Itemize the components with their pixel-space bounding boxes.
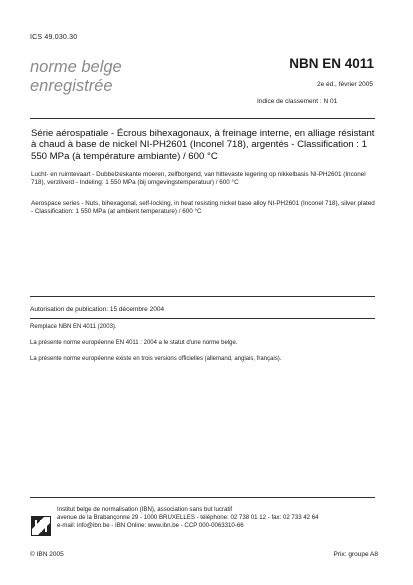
brand-line-1: norme belge <box>30 58 122 76</box>
classification-index: Indice de classement : N 01 <box>257 98 338 105</box>
title-dutch: Lucht- en ruimtevaart - Dubbelzeskante moeren, zelfborgend, van hittevaste legering op nikkelbasis NI-PH2601 (Inconel 718), verzilverd - Indeling: 1 550 MPa (bij omgevingstemperatuur) / 600 °C <box>31 171 366 187</box>
brand-label <box>30 58 190 96</box>
copyright: © IBN 2005 <box>30 551 64 558</box>
top-divider <box>30 118 375 119</box>
status-note: La présente norme européenne EN 4011 : 2004 a le statut d'une norme belge. <box>30 340 238 346</box>
brand-line-2: enregistrée <box>30 77 113 95</box>
institute-name: Institut belge de normalisation (IBN), association sans but lucratif <box>57 506 233 513</box>
edition-date: 2e éd., février 2005 <box>316 81 373 88</box>
title-english: Aerospace series - Nuts, bihexagonal, self-locking, in heat resisting nickel base alloy NI-PH2601 (Inconel 718), silver plated - Classification: 1 550 MPa (at ambient temperature) / 600 °C <box>31 200 375 216</box>
footer-divider <box>30 497 375 498</box>
ibn-logo-icon <box>31 516 51 536</box>
middle-divider <box>30 296 375 297</box>
replaces-note: Remplace NBN EN 4011 (2003). <box>30 324 117 330</box>
institute-contact <box>57 506 387 530</box>
institute-address: avenue de la Brabançonne 29 - 1000 BRUXELLES - téléphone: 02 738 01 12 - fax: 02 733 42 64 <box>57 514 319 522</box>
versions-note: La présente norme européenne existe en trois versions officielles (allemand, anglais, français). <box>30 356 282 362</box>
lower-divider <box>30 318 375 319</box>
institute-email: e-mail: info@ibn.be - IBN Online: www.ibn.be - CCP 000-0063310-66 <box>57 522 244 530</box>
ics-code: ICS 49.030.30 <box>30 34 78 41</box>
publication-authorization: Autorisation de publication: 15 décembre 2004 <box>30 306 165 313</box>
standard-number: NBN EN 4011 <box>289 56 374 71</box>
price-group: Prix: groupe A8 <box>333 551 378 558</box>
title-french: Série aérospatiale - Écrous bihexagonaux, à freinage interne, en alliage résistant à chaud à base de nickel NI-PH2601 (Inconel 718), argentés - Classification : 1 550 MPa (à température ambiante) / 600 °C <box>31 128 375 162</box>
